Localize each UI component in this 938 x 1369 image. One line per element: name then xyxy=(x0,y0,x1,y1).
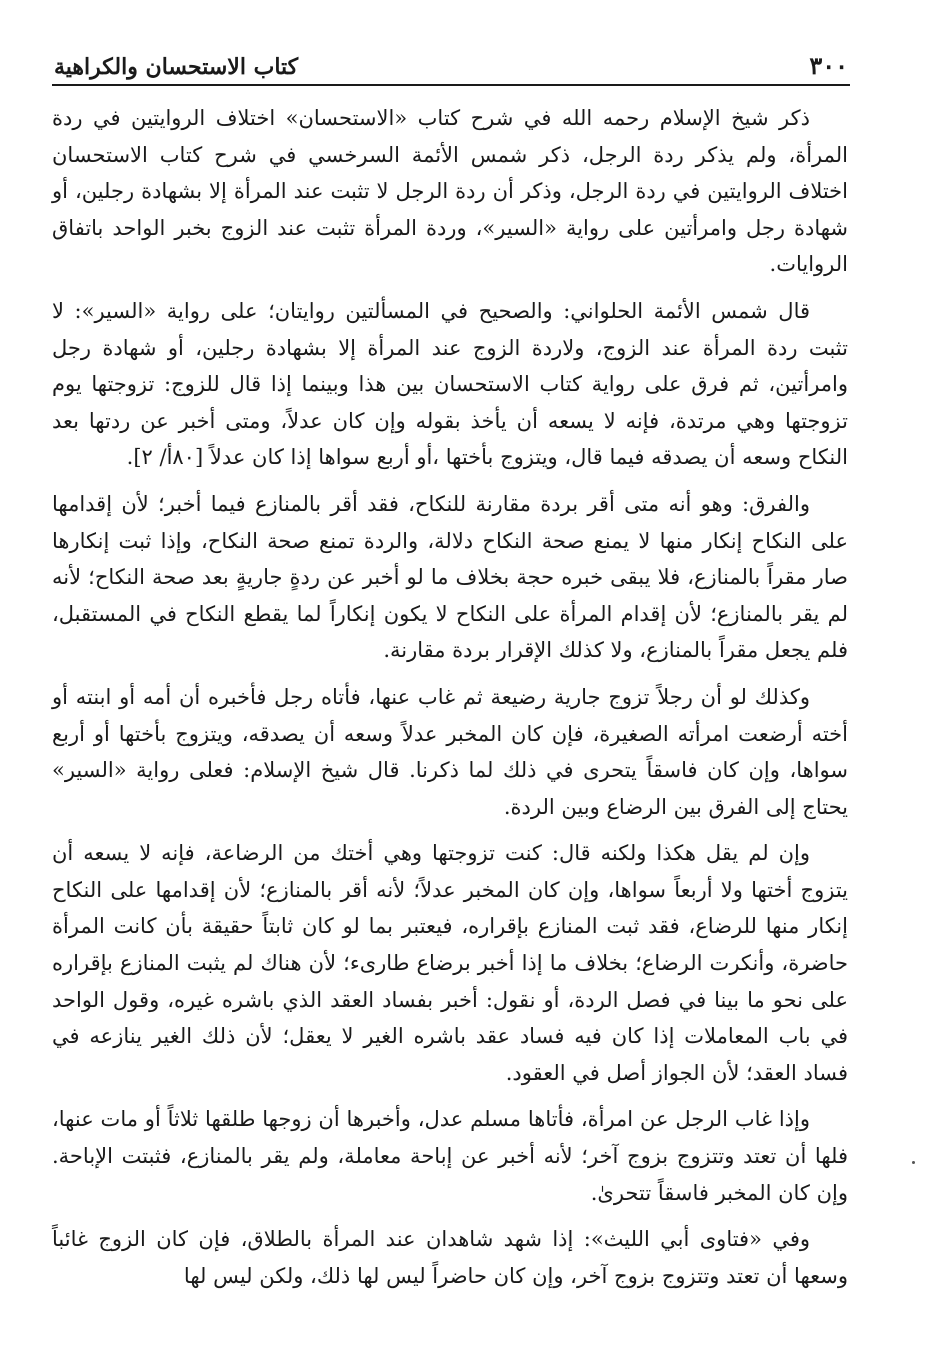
paragraph: ذكر شيخ الإسلام رحمه الله في شرح كتاب «الاستحسان» اختلاف الروايتين في ردة المرأة، ولم يذكر ردة الرجل، ذكر شمس الأئمة السرخسي في شرح كتاب الاستحسان اختلاف الروايتين في ردة الرجل، وذكر أن ردة الرجل لا تثبت عند المرأة إلا بشهادة رجلين، أو شهادة رجل وامرأتين على رواية «السير»، وردة المرأة تثبت عند الزوج بخبر الواحد باتفاق الروايات. xyxy=(52,106,848,277)
paragraph: وإذا غاب الرجل عن امرأة، فأتاها مسلم عدل، وأخبرها أن زوجها طلقها ثلاثاً أو مات عنها، فلها أن تعتد وتتزوج بزوج آخر؛ لأنه أخبر عن إباحة معاملة، ولم يقر بالمنازع، فثبتت الإباحة. وإن كان المخبر فاسقاً تتحرىٰ. xyxy=(52,1107,848,1205)
running-head xyxy=(54,36,848,80)
paragraph: قال شمس الأئمة الحلواني: والصحيح في المسألتين روايتان؛ على رواية «السير»: لا تثبت ردة المرأة عند الزوج، ولاردة الزوج عند المرأة إلا بشهادة رجلين، أو شهادة رجل وامرأتين، ثم فرق على رواية كتاب الاستحسان بين هذا وبينما إذا قال للزوج: تزوجتها يوم تزوجتها وهي مرتدة، فإنه لا يسعه أن يأخذ بقوله وإن كان عدلاً، ومتى أخبر عن ردتها بعد النكاح وسعه أن يصدقه فيما قال، ويتزوج بأختها ،أو أربع سواها إذا كان عدلاً [٨٠أ/ ٢]. xyxy=(52,298,848,470)
paragraph: وإن لم يقل هكذا ولكنه قال: كنت تزوجتها وهي أختك من الرضاعة، فإنه لا يسعه أن يتزوج أختها ولا أربعاً سواها، وإن كان المخبر عدلاً؛ لأنه أقر بالمنازع؛ لأن إقدامها على النكاح إنكار منها للرضاع، فقد ثبت المنازع بإقراره، فيعتبر بما لو كان ثابتاً حقيقة بأن كانت المرأة حاضرة، وأنكرت الرضاع؛ بخلاف ما إذا أخبر برضاع طارىء؛ لأن هناك لم يثبت المنازع بإقراره على نحو ما بينا في فصل الردة، أو نقول: أخبر بفساد العقد الذي باشره غيره، وقول الواحد في باب المعاملات إذا كان فيه فساد عقد باشره الغير لا يعقل؛ لأن ذلك الغير ينازعه في فساد العقد؛ لأن الجواز أصل في العقود. xyxy=(52,841,849,1085)
header-rule xyxy=(52,84,850,86)
body-text xyxy=(52,100,848,1304)
paragraph: وفي «فتاوى أبي الليث»: إذا شهد شاهدان عند المرأة بالطلاق، فإن كان الزوج غائباً وسعها أن تعتد وتتزوج بزوج آخر، وإن كان حاضراً ليس لها ذلك، ولكن ليس لها xyxy=(52,1227,848,1288)
paragraph: والفرق: وهو أنه متى أقر بردة مقارنة للنكاح، فقد أقر بالمنازع فيما أخبر؛ لأن إقدامها على النكاح إنكار منها لا يمنع صحة النكاح دلالة، والردة تمنع صحة النكاح، وإذا ثبت إنكارها صار مقراً بالمنازع، فلا يبقى خبره حجة بخلاف ما لو أخبر عن ردةٍ جاريةٍ بعد صحة النكاح؛ لأنه لم يقر بالمنازع؛ لأن إقدام المرأة على النكاح لا يكون إنكاراً لما يقطع النكاح في المستقبل، فلم يجعل مقراً بالمنازع، ولا كذلك الإقرار بردة مقارنة. xyxy=(52,491,848,663)
paragraph: وكذلك لو أن رجلاً تزوج جارية رضيعة ثم غاب عنها، فأتاه رجل فأخبره أن أمه أو ابنته أو أخته أرضعت امرأته الصغيرة، فإن كان المخبر عدلاً وسعه أن يصدقه، ويتزوج بأختها أو أربع سواها، وإن كان فاسقاً يتحرى في ذلك لما ذكرنا. قال شيخ الإسلام: فعلى رواية «السير» يحتاج إلى الفرق بين الرضاع وبين الردة. xyxy=(52,684,848,819)
running-title: كتاب الاستحسان والكراهية xyxy=(54,54,299,80)
margin-speck xyxy=(912,1161,915,1164)
page-number: ٣٠٠ xyxy=(809,51,848,80)
